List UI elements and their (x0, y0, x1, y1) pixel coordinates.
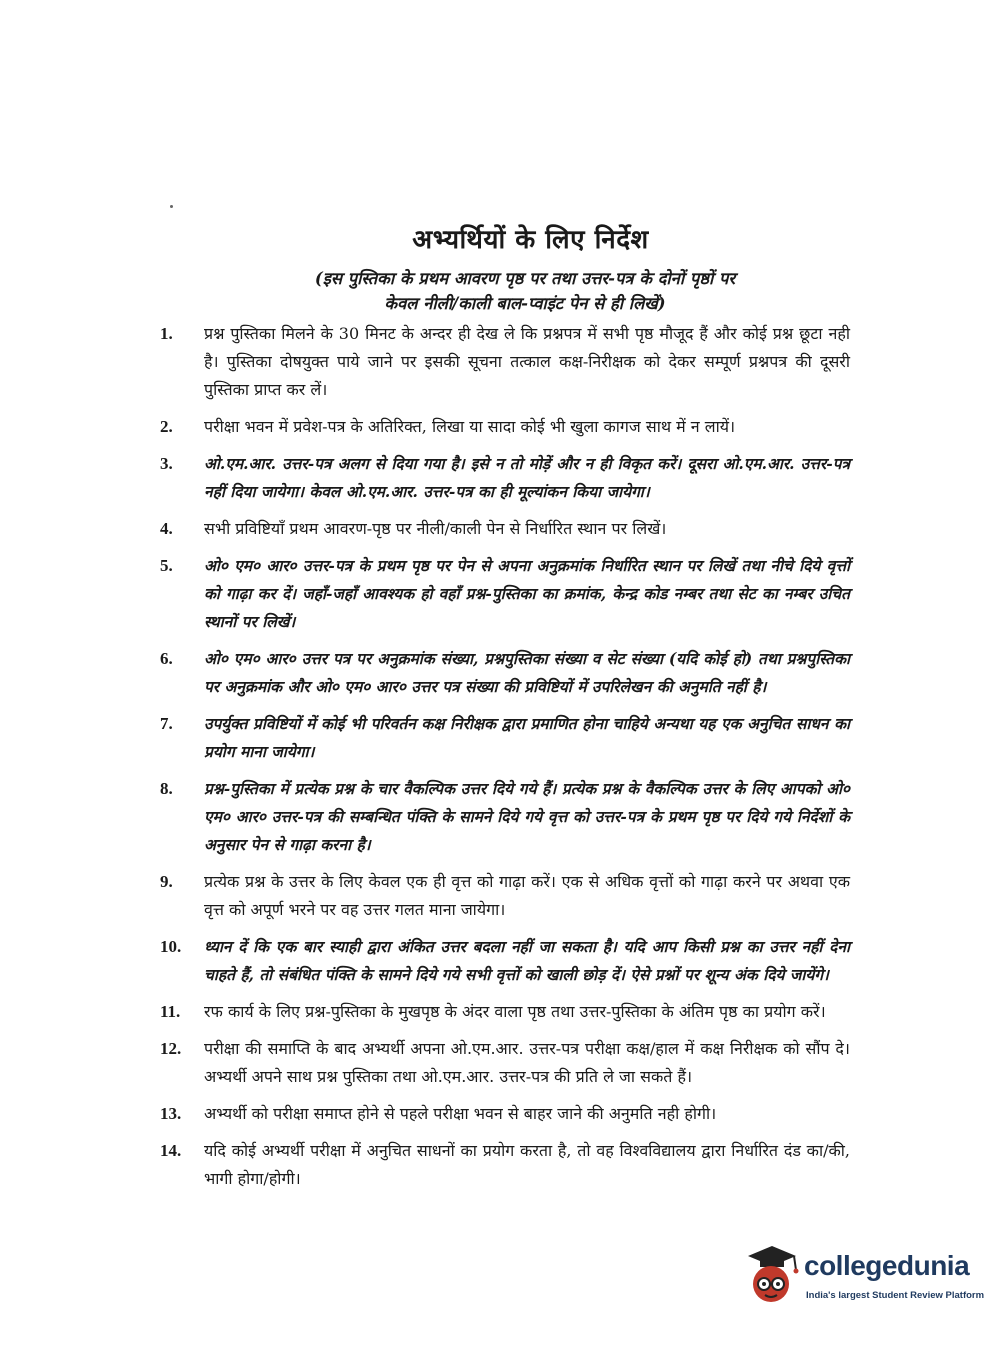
instruction-number: 9. (160, 872, 173, 891)
instruction-number: 3. (160, 454, 173, 473)
instruction-item (160, 320, 850, 404)
instruction-text: प्रत्येक प्रश्न के उत्तर के लिए केवल एक ही वृत्त को गाढ़ा करें। एक से अधिक वृत्तों को गाढ़ा करने पर अथवा एक वृत्त को अपूर्ण भरने पर वह उत्तर गलत माना जायेगा। (204, 872, 850, 919)
instruction-number: 11. (160, 1002, 181, 1021)
instruction-text: ओ.एम.आर. उत्तर-पत्र अलग से दिया गया है। इसे न तो मोड़ें और न ही विकृत करें। दूसरा ओ.एम.आर. उत्तर-पत्र नहीं दिया जायेगा। केवल ओ.एम.आर. उत्तर-पत्र का ही मूल्यांकन किया जायेगा। (204, 454, 850, 501)
instruction-number: 5. (160, 556, 173, 575)
instruction-text: ओ० एम० आर० उत्तर पत्र पर अनुक्रमांक संख्या, प्रश्नपुस्तिका संख्या व सेट संख्या (यदि कोई हो) तथा प्रश्नपुस्तिका पर अनुक्रमांक और ओ० एम० आर० उत्तर पत्र संख्या की प्रविष्टियों में उपरिलेखन की अनुमति नहीं है। (204, 649, 850, 696)
instruction-number: 4. (160, 519, 173, 538)
collegedunia-watermark (742, 1242, 985, 1312)
instruction-number: 14. (160, 1141, 182, 1160)
subtitle-line-2: केवल नीली/काली बाल-प्वाइंट पेन से ही लिखें) (384, 294, 666, 313)
instruction-text: परीक्षा की समाप्ति के बाद अभ्यर्थी अपना ओ.एम.आर. उत्तर-पत्र परीक्षा कक्ष/हाल में कक्ष निरीक्षक को सौंप दे। अभ्यर्थी अपने साथ प्रश्न पुस्तिका तथा ओ.एम.आर. उत्तर-पत्र की प्रति ले जा सकते हैं। (204, 1039, 850, 1086)
instruction-text: ध्यान दें कि एक बार स्याही द्वारा अंकित उत्तर बदला नहीं जा सकता है। यदि आप किसी प्रश्न का उत्तर नहीं देना चाहते हैं, तो संबंधित पंक्ति के सामने दिये गये सभी वृत्तों को खाली छोड़ दें। ऐसे प्रश्नों पर शून्य अंक दिये जायेंगे। (204, 937, 850, 984)
instruction-text: अभ्यर्थी को परीक्षा समाप्त होने से पहले परीक्षा भवन से बाहर जाने की अनुमति नही होगी। (204, 1104, 717, 1123)
instruction-item (160, 1137, 850, 1193)
brand-name: collegedunia (804, 1250, 970, 1281)
collegedunia-mascot-icon (742, 1242, 800, 1308)
instruction-item (160, 933, 850, 989)
instruction-number: 8. (160, 779, 173, 798)
instruction-text: यदि कोई अभ्यर्थी परीक्षा में अनुचित साधनों का प्रयोग करता है, तो वह विश्वविद्यालय द्वारा निर्धारित दंड का/की, भागी होगा/होगी। (204, 1141, 850, 1188)
instruction-number: 1. (160, 324, 173, 343)
instruction-text: परीक्षा भवन में प्रवेश-पत्र के अतिरिक्त, लिखा या सादा कोई भी खुला कागज साथ में न लायें। (204, 417, 736, 436)
instruction-number: 2. (160, 417, 173, 436)
instruction-list (160, 320, 850, 1202)
instruction-text: ओ० एम० आर० उत्तर-पत्र के प्रथम पृष्ठ पर पेन से अपना अनुक्रमांक निर्धारित स्थान पर लिखें तथा नीचे दिये वृत्तों को गाढ़ा कर दें। जहाँ-जहाँ आवश्यक हो वहाँ प्रश्न-पुस्तिका का क्रमांक, केन्द्र कोड नम्बर तथा सेट का नम्बर उचित स्थानों पर लिखें। (204, 556, 850, 631)
instruction-text: उपर्युक्त प्रविष्टियों में कोई भी परिवर्तन कक्ष निरीक्षक द्वारा प्रमाणित होना चाहिये अन्यथा यह एक अनुचित साधन का प्रयोग माना जायेगा। (204, 714, 850, 761)
instruction-item (160, 998, 850, 1026)
instruction-item (160, 775, 850, 859)
instruction-text: रफ कार्य के लिए प्रश्न-पुस्तिका के मुखपृष्ठ के अंदर वाला पृष्ठ तथा उत्तर-पुस्तिका के अंतिम पृष्ठ का प्रयोग करें। (204, 1002, 826, 1021)
instruction-number: 6. (160, 649, 173, 668)
instruction-item (160, 1100, 850, 1128)
brand-tagline: India's largest Student Review Platform (806, 1290, 985, 1301)
instruction-item (160, 645, 850, 701)
instruction-number: 7. (160, 714, 173, 733)
instruction-item (160, 552, 850, 636)
instruction-number: 10. (160, 937, 182, 956)
instruction-item (160, 413, 850, 441)
page-title: अभ्यर्थियों के लिए निर्देश (412, 225, 649, 255)
instruction-text: प्रश्न-पुस्तिका में प्रत्येक प्रश्न के चार वैकल्पिक उत्तर दिये गये हैं। प्रत्येक प्रश्न के वैकल्पिक उत्तर के लिए आपको ओ० एम० आर० उत्तर-पत्र की सम्बन्धित पंक्ति के सामने दिये गये वृत्त को उत्तर-पत्र के प्रथम पृष्ठ पर दिये गये निर्देशों के अनुसार पेन से गाढ़ा करना है। (204, 779, 850, 854)
instruction-text: सभी प्रविष्टियाँ प्रथम आवरण-पृष्ठ पर नीली/काली पेन से निर्धारित स्थान पर लिखें। (204, 519, 667, 538)
instruction-item (160, 1035, 850, 1091)
instruction-item (160, 450, 850, 506)
instruction-number: 12. (160, 1039, 182, 1058)
subtitle-line-1: (इस पुस्तिका के प्रथम आवरण पृष्ठ पर तथा उत्तर-पत्र के दोनों पृष्ठों पर (314, 269, 736, 288)
instruction-text: प्रश्न पुस्तिका मिलने के 30 मिनट के अन्दर ही देख ले कि प्रश्नपत्र में सभी पृष्ठ मौजूद हैं और कोई प्रश्न छूटा नही है। पुस्तिका दोषयुक्त पाये जाने पर इसकी सूचना तत्काल कक्ष-निरीक्षक को देकर सम्पूर्ण प्रश्नपत्र की दूसरी पुस्तिका प्राप्त कर लें। (204, 324, 850, 399)
instruction-item (160, 868, 850, 924)
instruction-item (160, 710, 850, 766)
instruction-item (160, 515, 850, 543)
page-subtitle (180, 266, 870, 316)
scan-speck (170, 205, 173, 208)
instruction-number: 13. (160, 1104, 182, 1123)
